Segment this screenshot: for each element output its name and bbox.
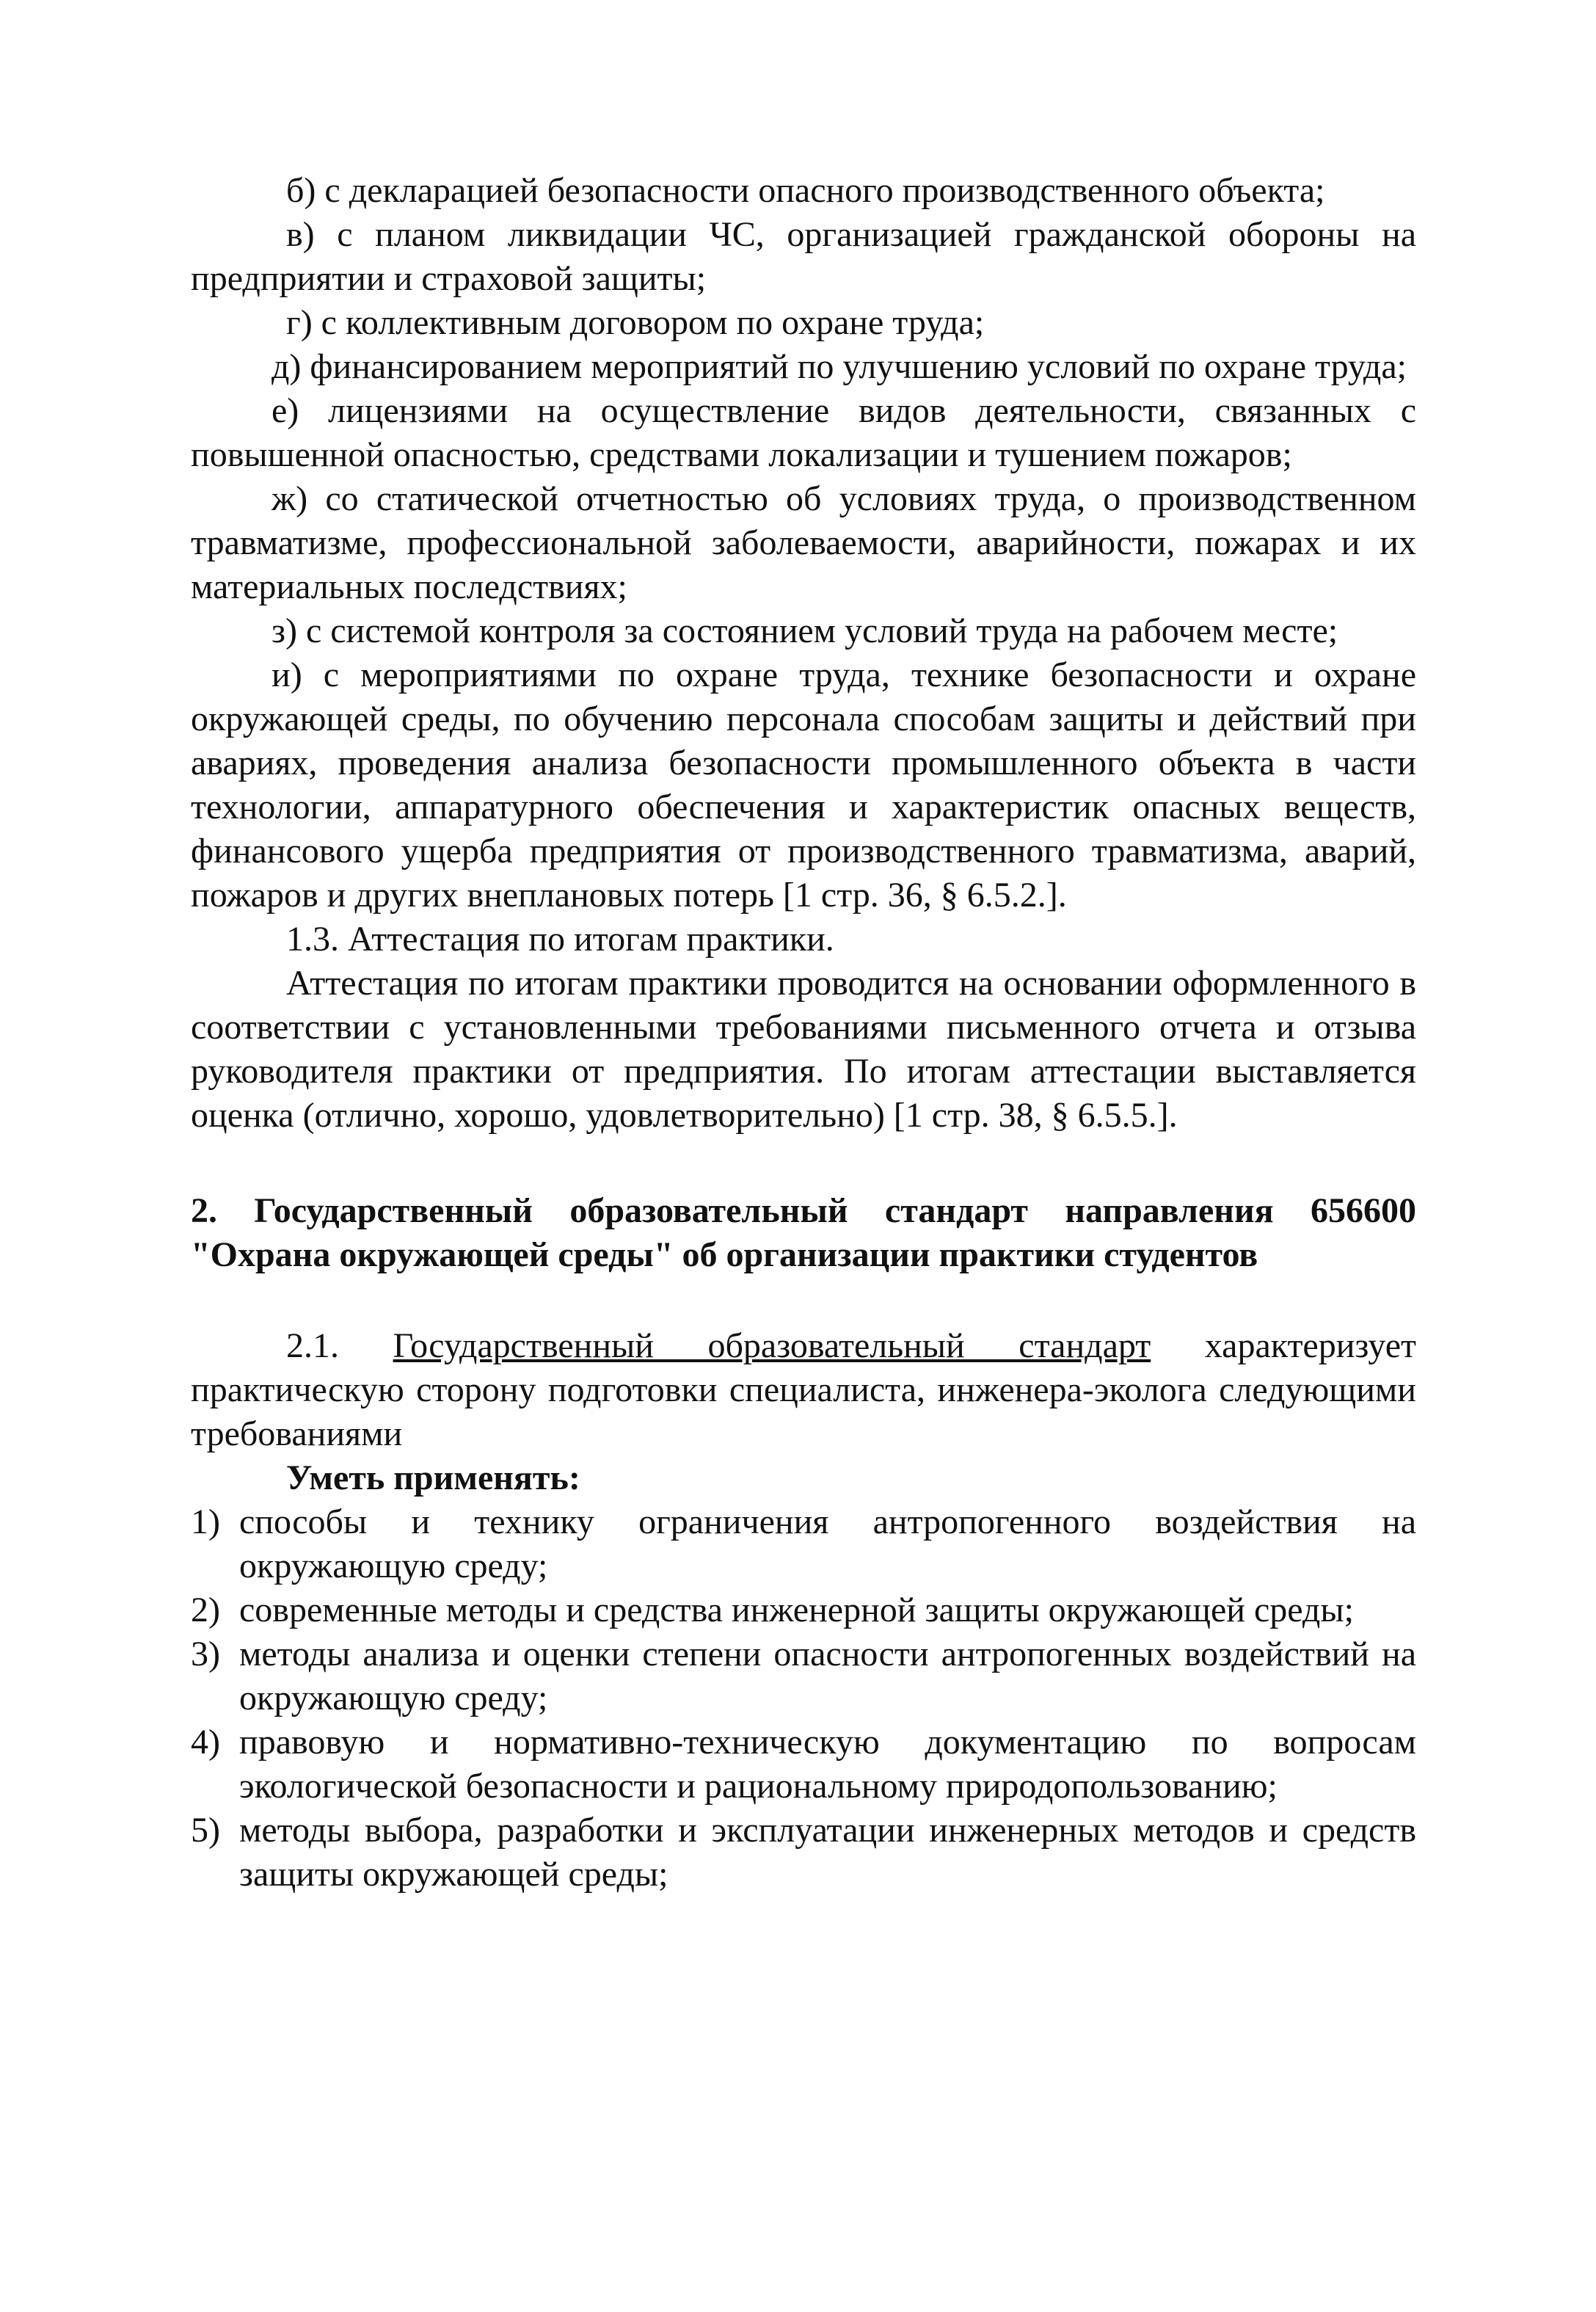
list-item <box>191 1808 1416 1897</box>
list-item-text: способы и технику ограничения антропогенного воздействия на окружающую среду; <box>239 1502 1416 1585</box>
list-item <box>191 1588 1416 1632</box>
list-item-number: 5) <box>191 1811 220 1850</box>
attestation-body: Аттестация по итогам практики проводится на основании оформленного в соответствии с установленными требованиями письменного отчета и отзыва руководителя практики от предприятия. По итогам аттестации выставляется оценка (отлично, хорошо, удовлетворительно) [1 стр. 38, § 6.5.5.]. <box>191 964 1416 1135</box>
list-item <box>191 1500 1416 1588</box>
standard-link[interactable]: Государственный образовательный стандарт <box>393 1326 1151 1365</box>
list-item-text: методы выбора, разработки и эксплуатации инженерных методов и средств защиты окружающей среды; <box>239 1811 1416 1894</box>
item-b: б) с декларацией безопасности опасного производственного объекта; <box>286 171 1325 210</box>
item-zh: ж) со статической отчетностью об условиях труда, о производственном травматизме, профессиональной заболеваемости, аварийности, пожарах и их материальных последствиях; <box>191 479 1416 606</box>
list-item <box>191 1720 1416 1808</box>
list-item <box>191 1632 1416 1720</box>
item-d: д) финансированием мероприятий по улучшению условий по охране труда; <box>272 347 1407 386</box>
list-item-number: 4) <box>191 1723 220 1762</box>
apply-heading: Уметь применять: <box>286 1458 580 1497</box>
list-item-number: 1) <box>191 1502 220 1541</box>
section-2-1-paragraph <box>191 1324 1416 1456</box>
item-v: в) с планом ликвидации ЧС, организацией гражданской обороны на предприятии и страховой защиты; <box>191 215 1416 298</box>
item-z: з) с системой контроля за состоянием условий труда на рабочем месте; <box>272 611 1338 650</box>
attestation-heading: 1.3. Аттестация по итогам практики. <box>286 920 834 959</box>
list-item-text: правовую и нормативно-техническую документацию по вопросам экологической безопасности и рациональному природопользованию; <box>239 1723 1416 1806</box>
item-e: е) лицензиями на осуществление видов деятельности, связанных с повышенной опасностью, средствами локализации и тушением пожаров; <box>191 391 1416 474</box>
section-2-1-rest: характеризует практическую сторону подготовки специалиста, инженера-эколога следующими требованиями <box>191 1326 1417 1453</box>
document-page <box>191 169 1416 1897</box>
item-i: и) с мероприятиями по охране труда, технике безопасности и охране окружающей среды, по обучению персонала способам защиты и действий при авариях, проведения анализа безопасности промышленного объекта в части технологии, аппаратурного обеспечения и характеристик опасных веществ, финансового ущерба предприятия от производственного травматизма, аварий, пожаров и других внеплановых потерь [1 стр. 36, § 6.5.2.]. <box>191 655 1416 915</box>
list-item-text: современные методы и средства инженерной защиты окружающей среды; <box>239 1591 1354 1629</box>
list-item-text: методы анализа и оценки степени опасности антропогенных воздействий на окружающую среду; <box>239 1635 1416 1717</box>
item-g: г) с коллективным договором по охране труда; <box>286 303 985 342</box>
section-2-1-number: 2.1. <box>286 1326 339 1365</box>
list-item-number: 3) <box>191 1635 220 1673</box>
apply-list <box>191 1500 1416 1897</box>
section-2-heading: 2. Государственный образовательный стандарт направления 656600 "Охрана окружающей среды" об организации практики студентов <box>191 1191 1416 1274</box>
list-item-number: 2) <box>191 1591 220 1629</box>
